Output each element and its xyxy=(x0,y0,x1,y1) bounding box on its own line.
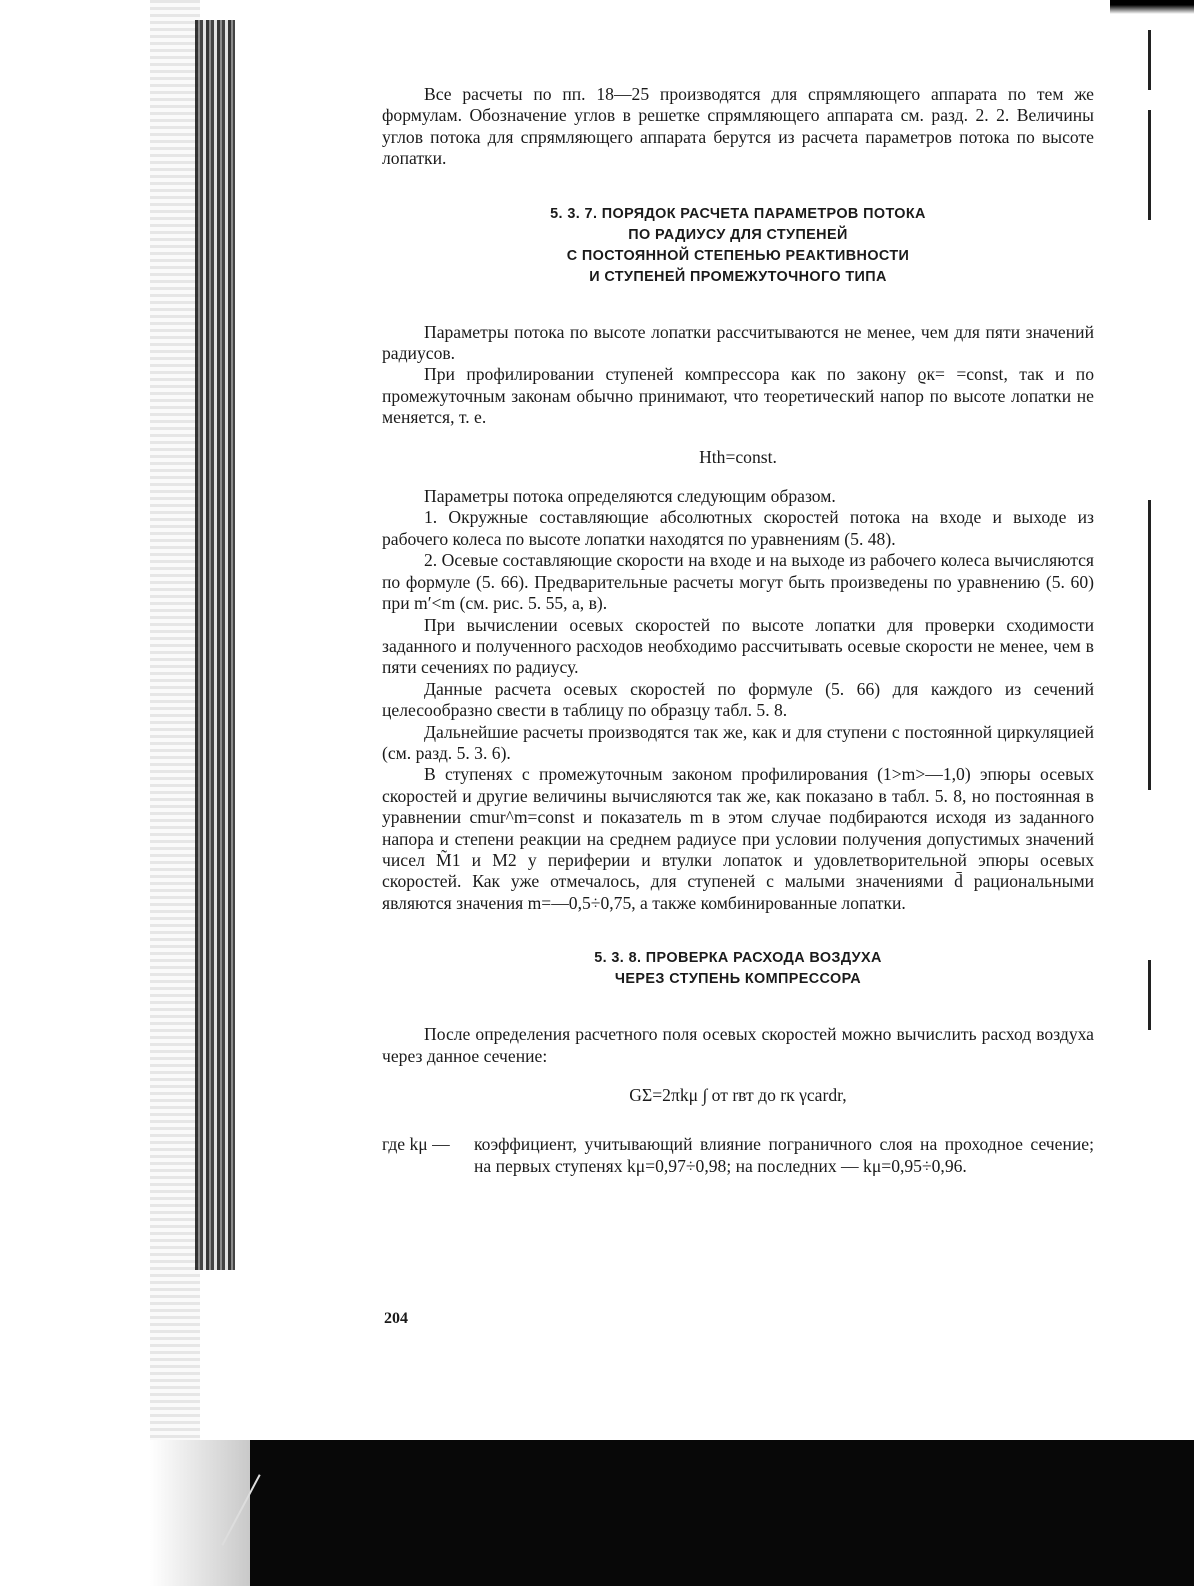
spacer xyxy=(382,170,1094,204)
definition-text: коэффициент, учитывающий влияние пограничного слоя на проходное сечение; на первых ступенях kμ=0,97÷0,98; на последних — kμ=0,95÷0,96. xyxy=(474,1134,1094,1176)
spacer xyxy=(382,288,1094,322)
paragraph: Параметры потока по высоте лопатки рассчитываются не менее, чем для пяти значений радиусов. xyxy=(382,321,1094,364)
heading-line xyxy=(382,948,1094,969)
scan-edge-line xyxy=(1148,30,1151,90)
scan-edge-line xyxy=(1148,500,1151,790)
spacer xyxy=(382,1124,1094,1134)
paragraph: Данные расчета осевых скоростей по формуле (5. 66) для каждого из сечений целесообразно свести в таблицу по образцу табл. 5. 8. xyxy=(382,678,1094,721)
heading-line: ЧЕРЕЗ СТУПЕНЬ КОМПРЕССОРА xyxy=(614,971,862,988)
section-heading-5-3-7 xyxy=(382,204,1094,288)
spacer xyxy=(382,468,1094,486)
section-number: 5. 3. 7. xyxy=(550,205,598,222)
paragraph: В ступенях с промежуточным законом профилирования (1>m>—1,0) эпюры осевых скоростей и другие величины вычисляются так же, как показано в табл. 5. 8, но постоянная в уравнении cmur^m=const и показатель m в этом случае подбираются исходя из заданного напора и степени реакции на среднем радиусе при условии получения допустимых значений чисел M̃1 и M2 у периферии и втулки лопаток и удовлетворительной эпюры осевых скоростей. Как уже отмечалось, для ступеней с малыми значениями d̄ рациональными являются значения m=—0,5÷0,75, а также комбинированные лопатки. xyxy=(382,764,1094,913)
paragraph: После определения расчетного поля осевых скоростей можно вычислить расход воздуха через данное сечение: xyxy=(382,1024,1094,1066)
heading-line: И СТУПЕНЕЙ ПРОМЕЖУТОЧНОГО ТИПА xyxy=(589,268,887,285)
heading-line: ПО РАДИУСУ ДЛЯ СТУПЕНЕЙ xyxy=(628,226,848,243)
paragraph: Параметры потока определяются следующим образом. xyxy=(424,486,836,507)
scan-binding-shadow xyxy=(150,0,200,1460)
section-heading-5-3-8 xyxy=(382,948,1094,990)
scan-bottom-band xyxy=(250,1440,1194,1586)
formula-airflow: GΣ=2πkμ ∫ от rвт до rк γcardr, xyxy=(629,1085,847,1105)
paragraph: 2. Осевые составляющие скорости на входе и на выходе из рабочего колеса вычисляются по формуле (5. 66). Предварительные расчеты могут быть произведены по уравнению (5. 60) при m′<m (см. рис. 5. 55, а, в). xyxy=(382,550,1094,614)
spacer xyxy=(382,1067,1094,1085)
spacer xyxy=(382,1106,1094,1124)
spacer xyxy=(382,429,1094,447)
heading-text: ПРОВЕРКА РАСХОДА ВОЗДУХА xyxy=(645,950,882,967)
definition-block xyxy=(382,1134,1094,1177)
page-number: 204 xyxy=(384,1310,408,1327)
scan-edge-line xyxy=(1148,110,1151,220)
paragraph: 1. Окружные составляющие абсолютных скоростей потока на входе и выходе из рабочего колеса по высоте лопатки находятся по уравнениям (5. 48). xyxy=(382,507,1094,549)
scan-bottom-left xyxy=(0,1440,250,1586)
spacer xyxy=(382,990,1094,1024)
paragraph: Дальнейшие расчеты производятся так же, как и для ступени с постоянной циркуляцией (см. разд. 5. 3. 6). xyxy=(382,721,1094,763)
paragraph: При вычислении осевых скоростей по высоте лопатки для проверки сходимости заданного и полученного расходов необходимо рассчитывать осевые скорости не менее, чем в пяти сечениях по радиусу. xyxy=(382,614,1094,678)
heading-line: С ПОСТОЯННОЙ СТЕПЕНЬЮ РЕАКТИВНОСТИ xyxy=(566,247,910,264)
spacer xyxy=(382,914,1094,948)
section-number: 5. 3. 8. xyxy=(594,950,642,967)
scan-edge-line xyxy=(1148,960,1151,1030)
heading-text: ПОРЯДОК РАСЧЕТА ПАРАМЕТРОВ ПОТОКА xyxy=(601,205,926,222)
page-content xyxy=(382,84,1094,1177)
scan-binding-edge xyxy=(195,20,235,1270)
heading-line xyxy=(382,204,1094,225)
paragraph: При профилировании ступеней компрессора как по закону ϱк= =const, так и по промежуточным законам обычно принимают, что теоретический напор по высоте лопатки не меняется, т. е. xyxy=(382,364,1094,428)
formula-hth: Hth=const. xyxy=(699,446,777,467)
definition-label: где kμ — xyxy=(382,1134,450,1155)
intro-paragraph: Все расчеты по пп. 18—25 производятся для спрямляющего аппарата по тем же формулам. Обозначение углов в решетке спрямляющего аппарата см. разд. 2. 2. Величины углов потока для спрямляющего аппарата берутся из расчета параметров потока по высоте лопатки. xyxy=(382,84,1094,169)
scan-corner-mark xyxy=(1110,0,1194,14)
